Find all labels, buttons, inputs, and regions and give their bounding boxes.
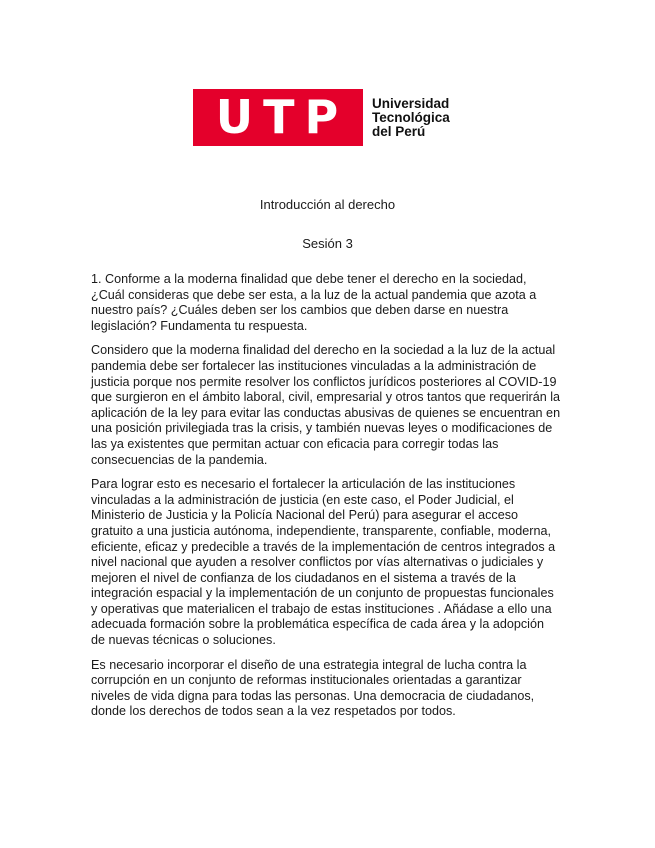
logo-line-2: Tecnológica xyxy=(372,109,450,125)
answer-paragraph-2: Para lograr esto es necesario el fortalecer la articulación de las instituciones vinculadas a la administración de justicia (en este caso, el Poder Judicial, el Ministerio de Justicia y la Policía Nacional del Perú) para asegurar el acceso gratuito a una justicia autónoma, independiente, transparente, confiable, moderna, eficiente, eficaz y predecible a través de la implementación de centros integrados a nivel nacional que ayuden a resolver conflictos por vías alternativas o judiciales y mejoren el nivel de confianza de los ciudadanos en el sistema a través de la integración espacial y la implementación de un conjunto de propuestas funcionales y operativas que materialicen el trabajo de estas instituciones . Añádase a ello una adecuada formación sobre la problemática específica de cada área y la adopción de nuevas técnicas o soluciones. xyxy=(91,477,556,648)
utp-logo-mark xyxy=(193,89,363,146)
logo-letters: UTP xyxy=(215,90,349,144)
question-paragraph: 1. Conforme a la moderna finalidad que debe tener el derecho en la sociedad, ¿Cuál consideras que debe ser esta, a la luz de la actual pandemia que azota a nuestro país? ¿Cuáles deben ser los cambios que deben darse en nuestra legislación? Fundamenta tu respuesta. xyxy=(91,272,537,333)
session-label: Sesión 3 xyxy=(302,236,353,251)
logo-line-3: del Perú xyxy=(372,123,426,139)
answer-paragraph-1: Considero que la moderna finalidad del derecho en la sociedad a la luz de la actual pandemia debe ser fortalecer las instituciones vinculadas a la administración de justicia porque nos permite resolver los conflictos jurídicos posteriores al COVID-19 que surgieron en el ámbito laboral, civil, empresarial y otros tantos que requerirán la aplicación de la ley para evitar las conductas abusivas de quienes se encuentran en una posición privilegiada tras la crisis, y también nuevas leyes o modificaciones de las ya existentes que permitan actuar con eficacia para corregir todas las consecuencias de la pandemia. xyxy=(91,343,561,467)
logo-line-1: Universidad xyxy=(372,95,450,111)
logo-wordmark xyxy=(372,97,450,139)
utp-logo xyxy=(193,89,450,146)
document-title: Introducción al derecho xyxy=(259,197,396,212)
document-body xyxy=(91,272,561,729)
answer-paragraph-3: Es necesario incorporar el diseño de una estrategia integral de lucha contra la corrupción en un conjunto de reformas institucionales orientadas a garantizar niveles de vida digna para todas las personas. Una democracia de ciudadanos, donde los derechos de todos sean a la vez respetados por todos. xyxy=(91,657,535,719)
